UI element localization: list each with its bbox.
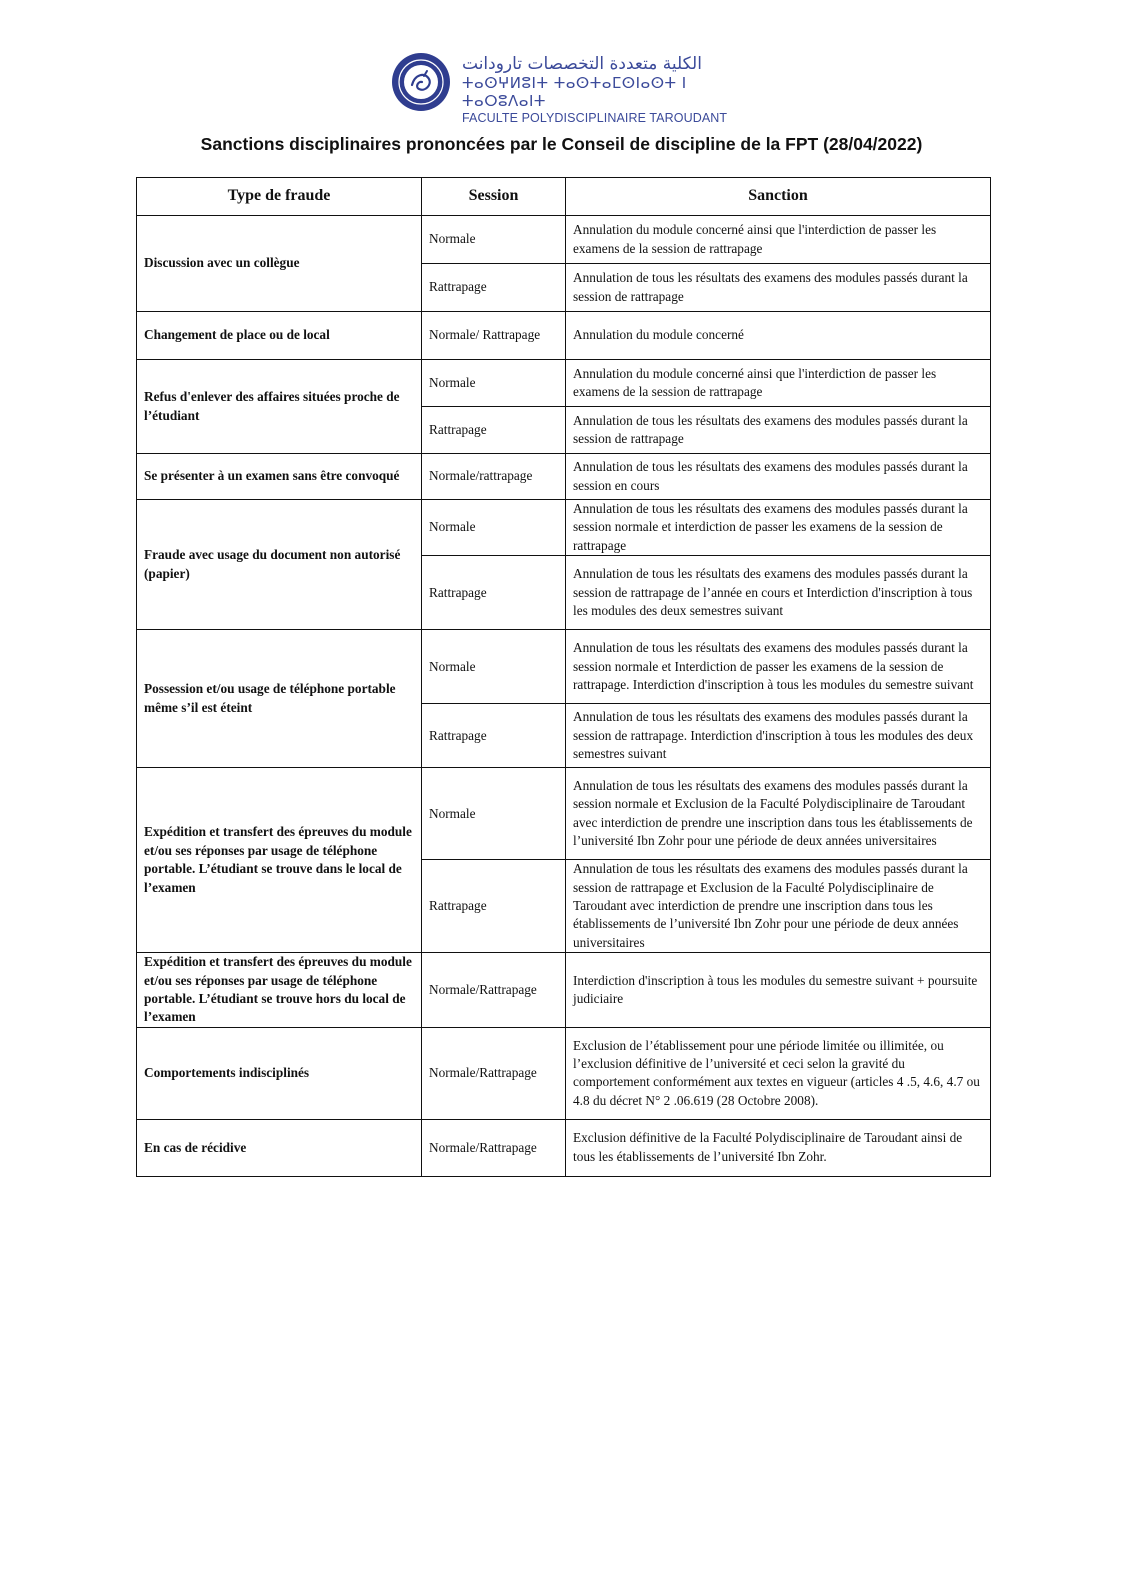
sanction-cell: Annulation de tous les résultats des examens des modules passés durant la session de rattrapage et Exclusion de la Faculté Polydisciplinaire de Taroudant avec interdiction de prendre une inscription dans tous les établissements de l’université Ibn Zohr pour une période de deux années universitaires [566,860,991,953]
sanctions-table [136,177,991,1177]
fraud-type-cell: Possession et/ou usage de téléphone portable même s’il est éteint [137,630,422,768]
document-title: Sanctions disciplinaires prononcées par le Conseil de discipline de la FPT (28/04/2022) [200,134,923,154]
column-header-type: Type de fraude [137,178,422,216]
session-cell: Normale/rattrapage [422,454,566,500]
session-cell: Rattrapage [422,264,566,312]
faculty-seal-icon [391,52,451,112]
table-row [137,360,991,407]
logo-arabic-name: الكلية متعددة التخصصات تارودانت [462,54,702,74]
fraud-type-cell: En cas de récidive [137,1119,422,1176]
table-row [137,1027,991,1119]
table-row [137,312,991,360]
session-cell: Normale [422,500,566,556]
session-cell: Normale/Rattrapage [422,1119,566,1176]
fraud-type-cell: Expédition et transfert des épreuves du module et/ou ses réponses par usage de téléphone portable. L’étudiant se trouve hors du local de l’examen [137,953,422,1028]
session-cell: Normale [422,360,566,407]
sanction-cell: Annulation de tous les résultats des examens des modules passés durant la session de rattrapage [566,264,991,312]
table-row [137,768,991,860]
sanction-cell: Annulation du module concerné ainsi que l'interdiction de passer les examens de la session de rattrapage [566,360,991,407]
table-row [137,216,991,264]
sanction-cell: Annulation de tous les résultats des examens des modules passés durant la session normale et Exclusion de la Faculté Polydisciplinaire de Taroudant avec interdiction de prendre une inscription dans tous les établissements de l’université Ibn Zohr pour une période de deux années universitaires [566,768,991,860]
sanction-cell: Annulation de tous les résultats des examens des modules passés durant la session de rattrapage de l’année en cours et Interdiction d'inscription à tous les modules des deux semestres suivant [566,556,991,630]
fraud-type-cell: Expédition et transfert des épreuves du module et/ou ses réponses par usage de téléphone portable. L’étudiant se trouve dans le local de l’examen [137,768,422,953]
session-cell: Rattrapage [422,704,566,768]
table-row [137,500,991,556]
fraud-type-cell: Se présenter à un examen sans être convoqué [137,454,422,500]
faculty-logo [391,52,731,125]
session-cell: Rattrapage [422,860,566,953]
fraud-type-cell: Fraude avec usage du document non autorisé (papier) [137,500,422,630]
fraud-type-cell: Refus d'enlever des affaires situées proche de l’étudiant [137,360,422,454]
sanction-cell: Exclusion définitive de la Faculté Polydisciplinaire de Taroudant ainsi de tous les établissements de l’université Ibn Zohr. [566,1119,991,1176]
sanction-cell: Annulation de tous les résultats des examens des modules passés durant la session de rattrapage [566,407,991,454]
column-header-sanction: Sanction [566,178,991,216]
sanction-cell: Annulation de tous les résultats des examens des modules passés durant la session normale et interdiction de passer les examens de la session de rattrapage [566,500,991,556]
sanction-cell: Annulation du module concerné [566,312,991,360]
session-cell: Rattrapage [422,407,566,454]
session-cell: Normale [422,630,566,704]
session-cell: Normale [422,216,566,264]
sanction-cell: Annulation de tous les résultats des examens des modules passés durant la session en cours [566,454,991,500]
table-row [137,454,991,500]
column-header-session: Session [422,178,566,216]
sanction-cell: Interdiction d'inscription à tous les modules du semestre suivant + poursuite judiciaire [566,953,991,1028]
sanction-cell: Exclusion de l’établissement pour une période limitée ou illimitée, ou l’exclusion définitive de l’université et ceci selon la gravité du comportement conformément aux textes en vigueur (articles 4 .5, 4.6, 4.7 ou 4.8 du décret N° 2 .06.619 (28 Octobre 2008). [566,1027,991,1119]
fraud-type-cell: Comportements indisciplinés [137,1027,422,1119]
table-row [137,953,991,1028]
session-cell: Normale/ Rattrapage [422,312,566,360]
logo-tifinagh-name: ⵜⴰⵙⵖⵍⵓⵏⵜ ⵜⴰⵙⵜⴰⵎⵙⵏⴰⵙⵜ ⵏ ⵜⴰⵔⵓⴷⴰⵏⵜ [462,74,687,110]
sanction-cell: Annulation de tous les résultats des examens des modules passés durant la session normale et Interdiction de passer les examens de la session de rattrapage. Interdiction d'inscription à tous les modules du semestre suivant [566,630,991,704]
fraud-type-cell: Changement de place ou de local [137,312,422,360]
sanction-cell: Annulation de tous les résultats des examens des modules passés durant la session de rattrapage. Interdiction d'inscription à tous les modules des deux semestres suivant [566,704,991,768]
sanction-cell: Annulation du module concerné ainsi que l'interdiction de passer les examens de la session de rattrapage [566,216,991,264]
fraud-type-cell: Discussion avec un collègue [137,216,422,312]
table-header-row [137,178,991,216]
table-row [137,630,991,704]
session-cell: Rattrapage [422,556,566,630]
session-cell: Normale [422,768,566,860]
table-row [137,1119,991,1176]
session-cell: Normale/Rattrapage [422,1027,566,1119]
session-cell: Normale/Rattrapage [422,953,566,1028]
logo-french-name: FACULTE POLYDISCIPLINAIRE TAROUDANT [462,111,728,125]
